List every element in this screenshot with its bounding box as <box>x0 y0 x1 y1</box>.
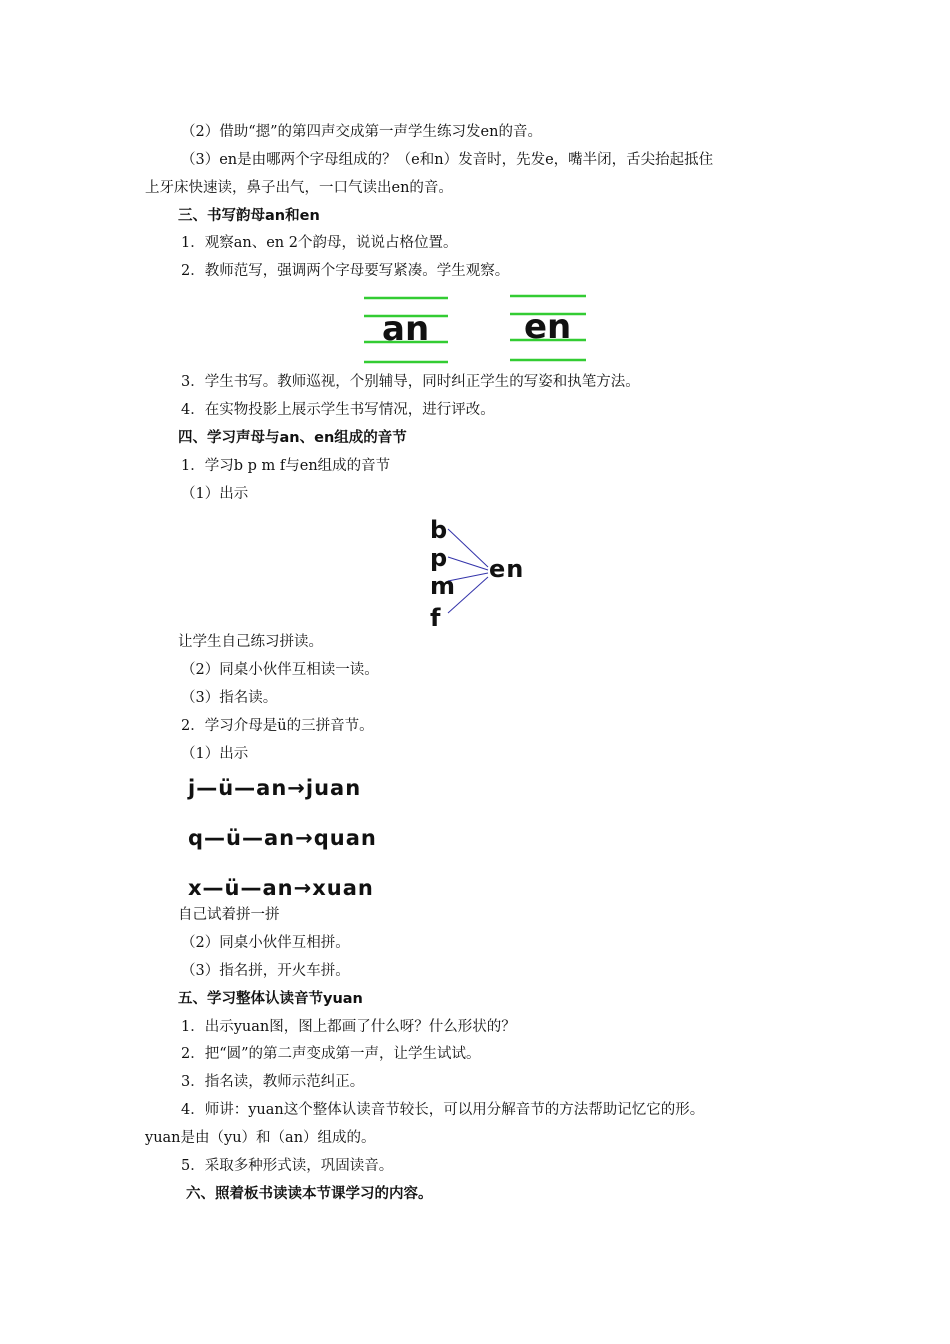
dash: — <box>234 776 257 800</box>
arrow: → <box>295 826 314 850</box>
text-line: （3）指名拼，开火车拼。 <box>181 963 350 979</box>
medial: ü <box>226 826 242 850</box>
text-line: （3）en是由哪两个字母组成的？（e和n）发音时，先发e，嘴半闭，舌尖抬起抵住 <box>181 152 714 168</box>
result: quan <box>313 826 377 850</box>
text-line: （2）借助“摁”的第四声交成第一声学生练习发en的音。 <box>181 124 542 140</box>
text-line: 4．师讲：yuan这个整体认读音节较长，可以用分解音节的方法帮助记忆它的形。 <box>181 1102 705 1118</box>
text-line: 2．把“圆”的第二声变成第一声，让学生试试。 <box>181 1046 481 1062</box>
initial-f: f <box>430 604 442 632</box>
text-line: 让学生自己练习拼读。 <box>178 634 323 650</box>
spelling-row-xuan <box>188 876 374 900</box>
medial: ü <box>218 776 235 800</box>
final: an <box>264 826 296 850</box>
text-line: 1．观察an、en 2个韵母，说说占格位置。 <box>181 235 458 251</box>
text-line: 4．在实物投影上展示学生书写情况，进行评改。 <box>181 402 495 418</box>
text-line: 3．指名读，教师示范纠正。 <box>181 1074 365 1090</box>
text-line: 1．出示yuan图，图上都画了什么呀？什么形状的？ <box>181 1019 516 1035</box>
initial: x <box>188 876 203 900</box>
dash: — <box>196 776 219 800</box>
initial-p: p <box>430 544 449 572</box>
text-line: 自己试着拼一拼 <box>178 907 280 923</box>
result: xuan <box>312 876 374 900</box>
arrow: → <box>293 876 313 900</box>
initial-b: b <box>430 516 449 544</box>
text-line: 3．学生书写。教师巡视，个别辅导，同时纠正学生的写姿和执笔方法。 <box>181 374 640 390</box>
text-line: 1．学习b p m f与en组成的音节 <box>181 458 391 474</box>
final-en: en <box>489 555 525 583</box>
section-heading: 四、学习声母与an、en组成的音节 <box>178 430 407 446</box>
spelling-row-quan <box>188 826 377 850</box>
text-line: 上牙床快速读，鼻子出气，一口气读出en的音。 <box>145 180 453 196</box>
dash: — <box>242 826 264 850</box>
section-heading: 五、学习整体认读音节yuan <box>178 991 363 1007</box>
text-line: （3）指名读。 <box>181 690 278 706</box>
dash: — <box>202 876 225 900</box>
text-line: （1）出示 <box>181 746 249 762</box>
initial: j <box>188 776 197 800</box>
text-line: 5．采取多种形式读，巩固读音。 <box>181 1158 394 1174</box>
initial: q <box>188 826 205 850</box>
final: an <box>262 876 294 900</box>
initial-m: m <box>430 572 457 600</box>
result: juan <box>305 776 362 800</box>
dash: — <box>240 876 263 900</box>
writing-sample-an: an <box>382 309 430 349</box>
text-line: 2．教师范写，强调两个字母要写紧凑。学生观察。 <box>181 263 510 279</box>
dash: — <box>204 826 227 850</box>
text-line: （2）同桌小伙伴互相读一读。 <box>181 662 379 678</box>
spelling-row-juan <box>188 776 361 800</box>
text-line: yuan是由（yu）和（an）组成的。 <box>145 1130 376 1146</box>
medial: ü <box>224 876 241 900</box>
arrow: → <box>287 776 306 800</box>
writing-sample-en: en <box>524 307 572 347</box>
final: an <box>256 776 288 800</box>
section-heading: 六、照着板书读读本节课学习的内容。 <box>186 1186 433 1202</box>
text-line: 2．学习介母是ü的三拼音节。 <box>181 718 374 734</box>
text-line: （1）出示 <box>181 486 249 502</box>
text-line: （2）同桌小伙伴互相拼。 <box>181 935 350 951</box>
section-heading: 三、书写韵母an和en <box>178 208 320 224</box>
